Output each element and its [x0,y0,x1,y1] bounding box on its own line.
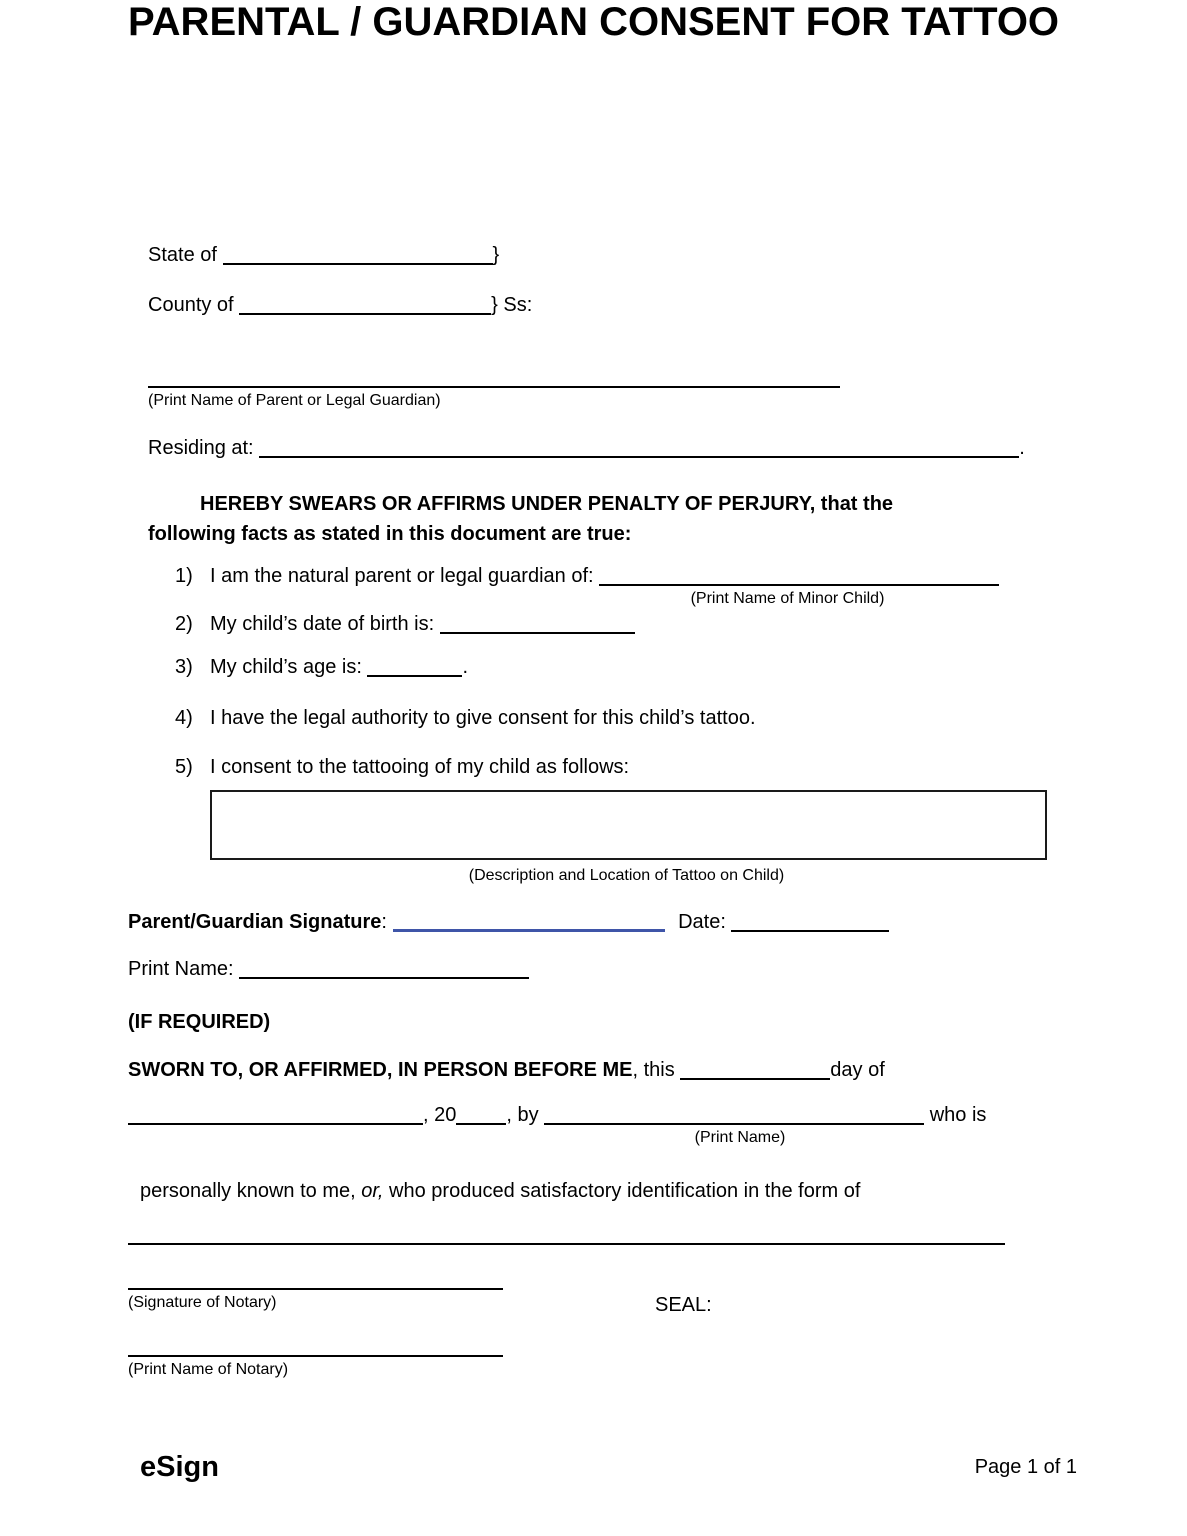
known-or-text: or, [361,1180,384,1202]
parent-signature-blank[interactable] [393,929,665,932]
fact-4-text: I have the legal authority to give consent for this child’s tattoo. [210,707,756,729]
fact-3-period: . [462,656,469,678]
fact-item-1 [175,564,999,588]
residing-blank[interactable] [259,456,1019,458]
residing-label: Residing at: [148,437,254,459]
identification-row [140,1179,860,1203]
sworn-month-blank[interactable] [128,1123,423,1125]
county-label: County of [148,294,234,316]
state-brace: } [492,244,500,266]
fact-3-number: 3) [175,656,193,678]
known-pre-text: personally known to me, [140,1180,356,1202]
who-is-text: who is [929,1104,987,1126]
tattoo-description-box[interactable] [210,790,1047,860]
fact-5-number: 5) [175,756,193,778]
state-row [148,243,499,267]
fact-item-5 [175,755,629,779]
notary-signature-caption: (Signature of Notary) [128,1294,277,1311]
notary-print-name-caption: (Print Name of Notary) [128,1361,289,1378]
parent-name-caption: (Print Name of Parent or Legal Guardian) [148,392,441,409]
fact-1-text: I am the natural parent or legal guardian of: [210,565,594,587]
tattoo-description-caption: (Description and Location of Tattoo on Child) [468,867,785,884]
fact-4-number: 4) [175,707,193,729]
page-indicator: Page 1 of 1 [974,1456,1077,1478]
print-name-blank[interactable] [239,977,529,979]
fact-1-number: 1) [175,565,193,587]
print-name-label: Print Name: [128,958,234,980]
signature-label: Parent/Guardian Signature [128,911,382,933]
county-brace: } Ss: [491,294,533,316]
by-label: , by [506,1104,539,1126]
date-blank[interactable] [731,930,889,932]
year-prefix-text: , 20 [423,1104,457,1126]
state-blank[interactable] [223,263,493,265]
seal-label: SEAL: [655,1294,712,1316]
age-blank[interactable] [367,675,462,677]
fact-3-text: My child’s age is: [210,656,362,678]
dob-blank[interactable] [440,632,635,634]
fact-5-text: I consent to the tattooing of my child as follows: [210,756,630,778]
day-of-text: day of [830,1059,885,1081]
sworn-row-2 [128,1103,986,1127]
parent-name-blank[interactable] [148,386,840,388]
oath-line-2: following facts as stated in this document are true: [148,523,632,545]
page-title: PARENTAL / GUARDIAN CONSENT FOR TATTOO [127,0,1060,44]
fact-item-4 [175,706,756,730]
sworn-day-blank[interactable] [680,1078,830,1080]
fact-2-number: 2) [175,613,193,635]
signature-row [128,910,889,934]
if-required-label: (IF REQUIRED) [128,1011,271,1033]
minor-child-name-caption: (Print Name of Minor Child) [690,590,885,607]
sworn-row-1 [128,1058,885,1082]
residing-row [148,436,1025,460]
signature-colon: : [381,911,387,933]
county-blank[interactable] [239,313,491,315]
fact-item-3 [175,655,468,679]
esign-logo: eSign [140,1451,219,1483]
fact-2-text: My child’s date of birth is: [210,613,435,635]
identification-blank[interactable] [128,1243,1005,1245]
print-name-row [128,957,529,981]
sworn-bold-text: SWORN TO, OR AFFIRMED, IN PERSON BEFORE ME [128,1059,633,1081]
residing-period: . [1019,437,1025,459]
state-label: State of [148,244,217,266]
date-label: Date: [678,911,726,933]
notary-print-name-blank[interactable] [128,1355,503,1357]
county-row [148,293,532,317]
sworn-year-blank[interactable] [456,1123,506,1125]
notary-signature-blank[interactable] [128,1288,503,1290]
fact-item-2 [175,612,635,636]
oath-line-1: HEREBY SWEARS OR AFFIRMS UNDER PENALTY OF PERJURY, that the [200,493,894,515]
by-name-caption: (Print Name) [694,1129,786,1146]
minor-child-name-blank[interactable] [599,584,999,586]
sworn-this-text: , this [632,1059,675,1081]
known-post-text: who produced satisfactory identification in the form of [389,1180,861,1202]
sworn-by-name-blank[interactable] [544,1123,924,1125]
